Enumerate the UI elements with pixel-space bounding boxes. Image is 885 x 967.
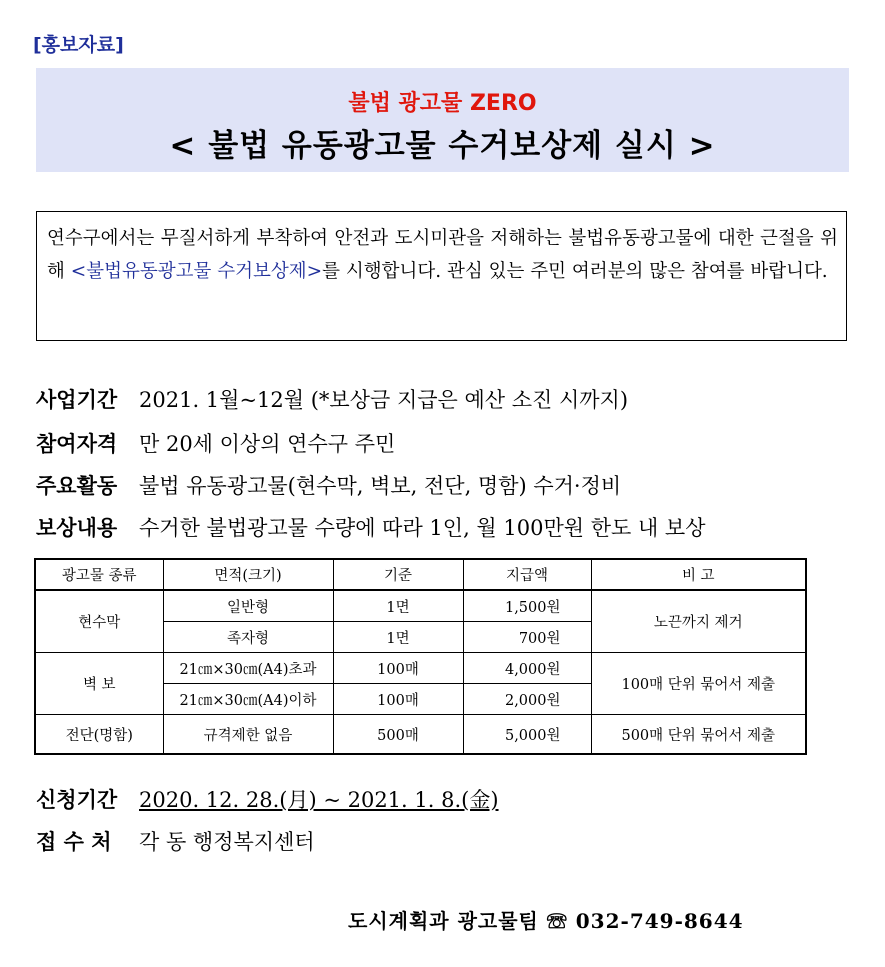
banner-title: < 불법 유동광고물 수거보상제 실시 > [169,128,716,164]
table-header: 비 고 [591,559,806,590]
banner-subtitle: 불법 광고물 ZERO [348,91,537,116]
size-cell: 21㎝×30㎝(A4)이하 [163,684,333,715]
unit-cell: 1면 [333,622,463,653]
table-header: 광고물 종류 [35,559,163,590]
amount-cell: 700원 [463,622,591,653]
reception-row [36,826,315,856]
info-label: 사업기간 [36,388,118,412]
title-banner [36,68,849,172]
apply-label: 신청기간 [36,788,118,812]
size-cell: 일반형 [163,590,333,622]
amount-cell: 1,500원 [463,590,591,622]
intro-text-before: 연수구에서는 무질서하게 부착하여 안전과 도시미관을 저해하는 불법유동광고물에 대한 근절을 위해 [47,228,838,282]
type-cell: 현수막 [35,590,163,653]
reception-label: 접 수 처 [36,830,112,854]
intro-box [36,211,847,341]
amount-cell: 5,000원 [463,715,591,755]
unit-cell: 500매 [333,715,463,755]
table-row [35,590,806,622]
info-row-eligibility [36,428,395,458]
unit-cell: 100매 [333,684,463,715]
type-cell: 벽 보 [35,653,163,715]
info-label: 참여자격 [36,432,118,456]
type-cell: 전단(명함) [35,715,163,755]
note-cell: 500매 단위 묶어서 제출 [591,715,806,755]
press-release-tag: [홍보자료] [33,34,124,56]
reward-table [34,558,807,755]
table-row [35,653,806,684]
intro-text-after: 를 시행합니다. 관심 있는 주민 여러분의 많은 참여를 바랍니다. [322,261,828,282]
info-label: 주요활동 [36,474,118,498]
unit-cell: 100매 [333,653,463,684]
unit-cell: 1면 [333,590,463,622]
table-row [35,715,806,755]
reception-value: 각 동 행정복지센터 [139,830,315,854]
contact-footer: 도시계획과 광고물팀 ☏ 032-749-8644 [348,909,744,933]
size-cell: 21㎝×30㎝(A4)초과 [163,653,333,684]
info-row-reward [36,512,706,542]
info-value: 만 20세 이상의 연수구 주민 [139,432,396,456]
info-value: 수거한 불법광고물 수량에 따라 1인, 월 100만원 한도 내 보상 [139,516,706,540]
amount-cell: 4,000원 [463,653,591,684]
table-header: 지급액 [463,559,591,590]
table-header: 기준 [333,559,463,590]
apply-period-row [36,784,499,814]
note-cell: 노끈까지 제거 [591,590,806,653]
intro-highlight: <불법유동광고물 수거보상제> [70,261,323,282]
apply-value: 2020. 12. 28.(月) ~ 2021. 1. 8.(金) [139,788,499,812]
info-row-activity [36,470,621,500]
info-value: 불법 유동광고물(현수막, 벽보, 전단, 명함) 수거·정비 [139,474,622,498]
table-header: 면적(크기) [163,559,333,590]
size-cell: 족자형 [163,622,333,653]
info-row-period [36,384,628,414]
table-header-row [35,559,806,590]
info-label: 보상내용 [36,516,118,540]
note-cell: 100매 단위 묶어서 제출 [591,653,806,715]
size-cell: 규격제한 없음 [163,715,333,755]
amount-cell: 2,000원 [463,684,591,715]
info-value: 2021. 1월~12월 (*보상금 지급은 예산 소진 시까지) [139,388,629,412]
